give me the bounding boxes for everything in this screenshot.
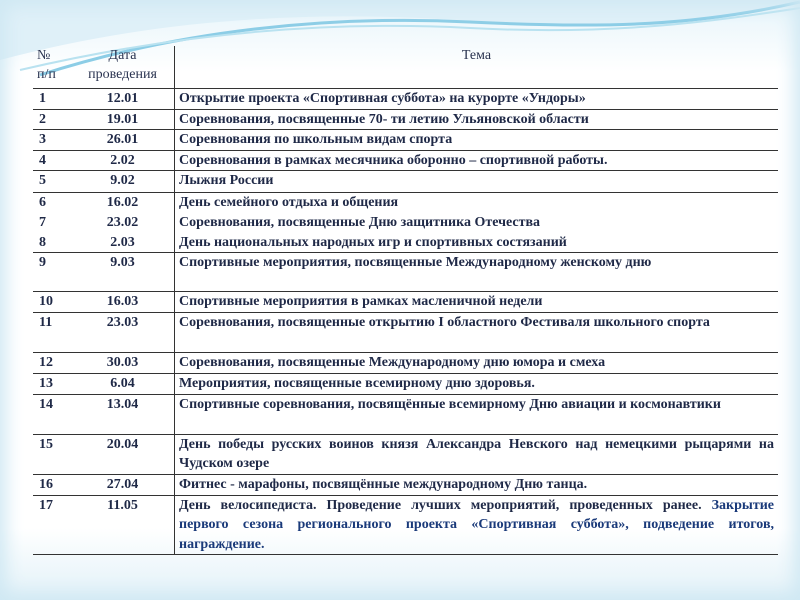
row-theme xyxy=(175,434,779,474)
theme-text: Соревнования, посвященные 70- ти летию Ульяновской области xyxy=(179,111,589,127)
theme-text: День семейного отдыха и общения xyxy=(179,195,399,210)
row-number: 17 xyxy=(39,497,53,513)
row-date: 13.04 xyxy=(71,394,175,434)
row-number: 15 xyxy=(39,436,53,452)
row-theme xyxy=(175,109,779,130)
row-theme xyxy=(175,130,779,151)
row-theme xyxy=(175,313,779,353)
row-date: 19.01 xyxy=(71,109,175,130)
row-date: 6.04 xyxy=(71,374,175,395)
table-row xyxy=(33,292,778,313)
header-date-2: проведения xyxy=(88,67,157,82)
row-number: 14 xyxy=(39,396,53,412)
table-row xyxy=(33,394,778,434)
table-row xyxy=(33,495,778,555)
table-row xyxy=(33,313,778,353)
row-number: 3 xyxy=(39,132,46,147)
row-number: 12 xyxy=(39,355,53,370)
row-date: 16.03 xyxy=(71,292,175,313)
row-date: 30.03 xyxy=(71,353,175,374)
row-date: 9.02 xyxy=(71,171,175,193)
theme-text: Соревнования, посвященные Международному дню юмора и смеха xyxy=(179,355,606,370)
row-date: 12.01 xyxy=(71,88,175,109)
row-number: 8 xyxy=(39,234,46,250)
row-number: 5 xyxy=(39,173,46,188)
row-number: 13 xyxy=(39,376,53,391)
row-theme xyxy=(175,150,779,171)
row-theme xyxy=(175,253,779,292)
row-theme xyxy=(175,213,779,233)
table-header xyxy=(33,46,778,88)
table-row xyxy=(33,130,778,151)
events-table xyxy=(33,46,778,555)
row-number: 11 xyxy=(39,315,53,330)
table-row xyxy=(33,374,778,395)
row-number: 16 xyxy=(39,476,53,492)
row-theme xyxy=(175,495,779,555)
theme-text: День велосипедиста. Проведение лучших мероприятий, проведенных ранее. xyxy=(179,497,702,513)
theme-text: Открытие проекта «Спортивная суббота» на курорте «Ундоры» xyxy=(179,90,586,106)
theme-text: Соревнования в рамках месячника оборонно – спортивной работы. xyxy=(179,152,608,168)
row-date: 16.02 xyxy=(71,193,175,213)
row-theme xyxy=(175,171,779,193)
theme-text: Соревнования, посвященные Дню защитника Отечества xyxy=(179,214,541,230)
row-date: 11.05 xyxy=(71,495,175,555)
theme-text: Спортивные мероприятия в рамках масленичной недели xyxy=(179,294,543,309)
row-theme xyxy=(175,353,779,374)
table-row xyxy=(33,193,778,213)
row-theme xyxy=(175,394,779,434)
row-date: 2.03 xyxy=(71,233,175,253)
theme-text: Фитнес - марафоны, посвящённые международному Дню танца. xyxy=(179,476,588,492)
theme-text: Лыжня России xyxy=(179,173,274,188)
row-number: 6 xyxy=(39,195,46,210)
header-num-1: № xyxy=(37,48,51,63)
theme-text: День победы русских воинов князя Александра Невского над немецкими рыцарями на Чудском озере xyxy=(179,436,774,471)
theme-text: Спортивные мероприятия, посвященные Международному женскому дню xyxy=(179,255,652,270)
row-date: 23.02 xyxy=(71,213,175,233)
table-row xyxy=(33,474,778,495)
theme-highlight: Закрытие первого сезона регионального проекта «Спортивная суббота», подведение итогов, награждение. xyxy=(179,497,775,552)
row-date: 27.04 xyxy=(71,474,175,495)
row-date: 9.03 xyxy=(71,253,175,292)
table-row xyxy=(33,434,778,474)
row-theme xyxy=(175,474,779,495)
header-theme: Тема xyxy=(461,48,492,63)
table-row xyxy=(33,109,778,130)
row-theme xyxy=(175,233,779,253)
row-number: 10 xyxy=(39,294,53,309)
row-number: 1 xyxy=(39,90,46,106)
header-date-1: Дата xyxy=(108,48,137,63)
row-number: 4 xyxy=(39,152,46,168)
table-row xyxy=(33,233,778,253)
table-row xyxy=(33,171,778,193)
row-theme xyxy=(175,193,779,213)
table-row xyxy=(33,88,778,109)
table-row xyxy=(33,253,778,292)
table-row xyxy=(33,213,778,233)
row-number: 2 xyxy=(39,111,46,127)
row-theme xyxy=(175,374,779,395)
row-number: 7 xyxy=(39,214,46,230)
row-date: 2.02 xyxy=(71,150,175,171)
theme-text: Спортивные соревнования, посвящённые всемирному Дню авиации и космонавтики xyxy=(179,396,721,412)
row-date: 26.01 xyxy=(71,130,175,151)
row-date: 20.04 xyxy=(71,434,175,474)
header-num-2: п/п xyxy=(37,67,56,82)
row-theme xyxy=(175,88,779,109)
theme-text: Мероприятия, посвященные всемирному дню здоровья. xyxy=(179,376,535,391)
theme-text: Соревнования, посвященные открытию I областного Фестиваля школьного спорта xyxy=(179,315,710,330)
table-row xyxy=(33,353,778,374)
row-date: 23.03 xyxy=(71,313,175,353)
table-row xyxy=(33,150,778,171)
row-theme xyxy=(175,292,779,313)
theme-text: День национальных народных игр и спортивных состязаний xyxy=(179,234,567,250)
theme-text: Соревнования по школьным видам спорта xyxy=(179,132,453,147)
row-number: 9 xyxy=(39,255,46,270)
